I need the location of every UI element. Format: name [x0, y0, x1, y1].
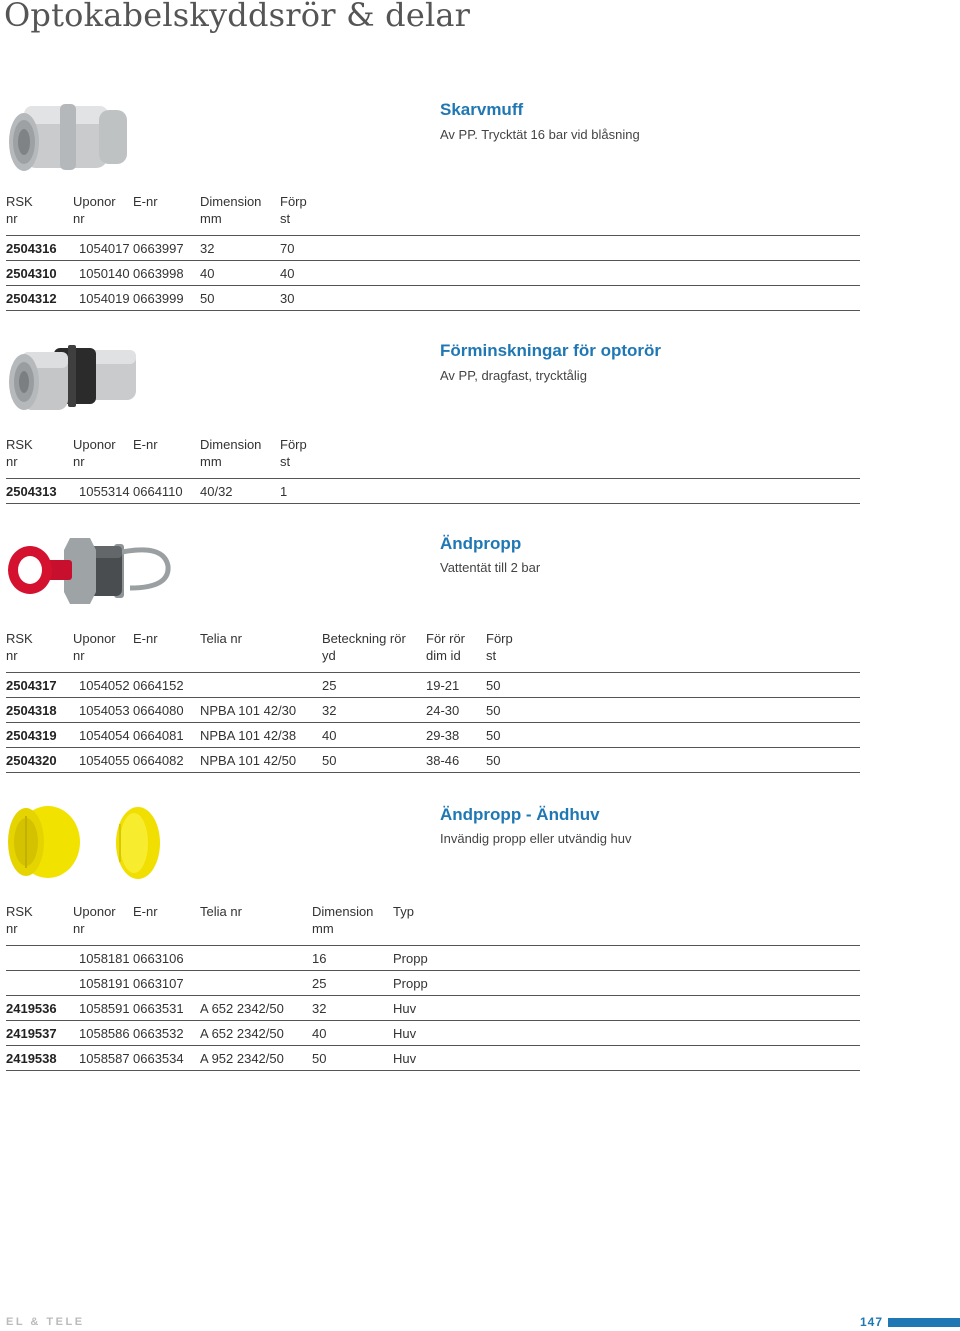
section-description: Invändig propp eller utvändig huv [440, 831, 632, 846]
footer-accent-bar [888, 1318, 960, 1327]
page-title: Optokabelskyddsrör & delar [4, 0, 471, 34]
table-row: 2419538 1058587 0663534 A 952 2342/50 50 Huv [6, 1046, 860, 1071]
product-table [6, 630, 860, 773]
col-header-rsk: RSK nr [6, 437, 33, 469]
col-header-enr: E-nr [133, 437, 158, 452]
col-header-rsk: RSK nr [6, 904, 33, 936]
table-row: 2504319 1054054 0664081 NPBA 101 42/38 40 29-38 50 [6, 723, 860, 748]
col-header-uponor: Uponor nr [73, 194, 116, 226]
col-header-forp: Förp st [486, 631, 513, 663]
table-row: 1058181 0663106 16 Propp [6, 946, 860, 971]
table-row: 2419536 1058591 0663531 A 652 2342/50 32 Huv [6, 996, 860, 1021]
table-header [6, 436, 860, 479]
col-header-telia: Telia nr [200, 904, 242, 919]
section-heading: Ändpropp [440, 534, 522, 553]
col-header-dimension: Dimension mm [312, 904, 374, 936]
col-header-forp: Förp st [280, 194, 307, 226]
product-table [6, 436, 860, 504]
col-header-dimension: Dimension mm [200, 194, 262, 226]
table-row: 2504310 1050140 0663998 40 40 [6, 261, 860, 286]
section-heading: Förminskningar för optorör [440, 341, 661, 360]
col-header-enr: E-nr [133, 631, 158, 646]
table-row: 2504320 1054055 0664082 NPBA 101 42/50 50 38-46 50 [6, 748, 860, 773]
yellow-plug-image [4, 802, 86, 882]
col-header-typ: Typ [393, 904, 414, 919]
col-header-telia: Telia nr [200, 631, 242, 646]
section-heading: Ändpropp - Ändhuv [440, 805, 600, 824]
col-header-uponor: Uponor nr [73, 904, 116, 936]
table-row: 2504313 1055314 0664110 40/32 1 [6, 479, 860, 504]
section-description: Vattentät till 2 bar [440, 560, 541, 575]
table-row: 2504316 1054017 0663997 32 70 [6, 236, 860, 261]
coupling-image [4, 96, 134, 182]
table-row: 1058191 0663107 25 Propp [6, 971, 860, 996]
table-row: 2419537 1058586 0663532 A 652 2342/50 40 Huv [6, 1021, 860, 1046]
section-description: Av PP, dragfast, trycktålig [440, 368, 587, 383]
table-row: 2504317 1054052 0664152 25 19-21 50 [6, 673, 860, 698]
col-header-rsk: RSK nr [6, 194, 33, 226]
footer-category: EL & TELE [6, 1316, 85, 1328]
section-heading: Skarvmuff [440, 100, 524, 119]
col-header-enr: E-nr [133, 904, 158, 919]
col-header-beteckning: Beteckning rör yd [322, 631, 406, 663]
table-header [6, 193, 860, 236]
reducer-image [4, 340, 144, 420]
yellow-cap-image [112, 804, 164, 882]
col-header-for-ror: För rör dim id [426, 631, 465, 663]
product-table [6, 903, 860, 1071]
col-header-uponor: Uponor nr [73, 631, 116, 663]
table-header [6, 630, 860, 673]
col-header-forp: Förp st [280, 437, 307, 469]
table-row: 2504312 1054019 0663999 50 30 [6, 286, 860, 311]
product-table [6, 193, 860, 311]
col-header-rsk: RSK nr [6, 631, 33, 663]
end-plug-image [4, 530, 176, 614]
table-row: 2504318 1054053 0664080 NPBA 101 42/30 32 24-30 50 [6, 698, 860, 723]
col-header-dimension: Dimension mm [200, 437, 262, 469]
table-header [6, 903, 860, 946]
section-description: Av PP. Trycktät 16 bar vid blåsning [440, 127, 640, 142]
page-number: 147 [860, 1315, 884, 1329]
col-header-enr: E-nr [133, 194, 158, 209]
col-header-uponor: Uponor nr [73, 437, 116, 469]
